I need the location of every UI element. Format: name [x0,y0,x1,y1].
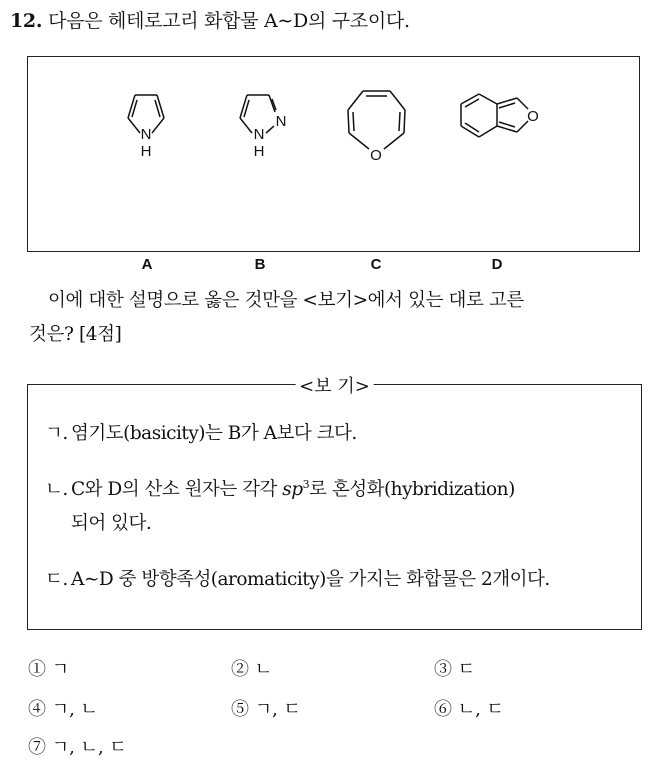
structure-label-a: A [141,256,153,273]
structure-label-b: B [254,256,266,273]
structures-drawing [28,57,641,253]
b-nitrogen-2-label: N [275,113,287,130]
bogi-item-text-post: 로 혼성화(hybridization) [309,479,515,500]
sp-hybrid-exponent: 3 [302,477,310,491]
sp-hybrid-symbol: sp [282,479,303,500]
structure-label-c: C [370,256,382,273]
bogi-item-marker: ㄴ. [45,479,68,500]
a-hydrogen-label: H [140,143,152,160]
answer-option-5[interactable]: ⑤ ㄱ, ㄷ [231,699,301,720]
bogi-item-text-pre: C와 D의 산소 원자는 각각 [71,479,283,500]
question-prompt [29,284,641,352]
bogi-item-nieun [45,473,627,541]
c-oxygen-label: O [370,147,382,164]
structure-c-oxepine [348,91,405,149]
answer-option-1[interactable]: ① ㄱ [28,659,70,680]
b-nitrogen-1-label: N [253,126,265,143]
bogi-item-marker: ㄱ. [45,423,68,444]
structure-d-isobenzofuran [461,94,528,137]
d-oxygen-label: O [527,108,539,125]
question-number: 12. [10,10,43,32]
bogi-item-giyeok [45,417,627,451]
answer-option-3[interactable]: ③ ㄷ [434,659,476,680]
question-text: 다음은 헤테로고리 화합물 A∼D의 구조이다. [48,10,410,32]
answer-option-2[interactable]: ② ㄴ [231,659,273,680]
bogi-item-marker: ㄷ. [45,569,68,590]
question-header [10,6,410,33]
b-hydrogen-label: H [253,143,265,160]
bogi-item-digeut [45,563,627,597]
answer-option-6[interactable]: ⑥ ㄴ, ㄷ [434,699,504,720]
a-nitrogen-label: N [140,126,152,143]
answer-option-4[interactable]: ④ ㄱ, ㄴ [28,699,98,720]
structures-box [27,56,640,273]
bogi-title: <보 기> [295,372,374,398]
bogi-item-text: 염기도(basicity)는 B가 A보다 크다. [71,423,357,444]
answer-option-7[interactable]: ⑦ ㄱ, ㄴ, ㄷ [28,737,127,758]
bogi-item-text: A∼D 중 방향족성(aromaticity)을 가지는 화합물은 2개이다. [71,569,550,590]
prompt-line-1: 이에 대한 설명으로 옳은 것만을 <보기>에서 있는 대로 고른 [48,290,524,311]
structure-label-d: D [491,256,503,273]
prompt-line-2: 것은? [4점] [29,324,122,345]
bogi-item-continuation: 되어 있다. [71,513,152,534]
bogi-box [27,376,642,630]
